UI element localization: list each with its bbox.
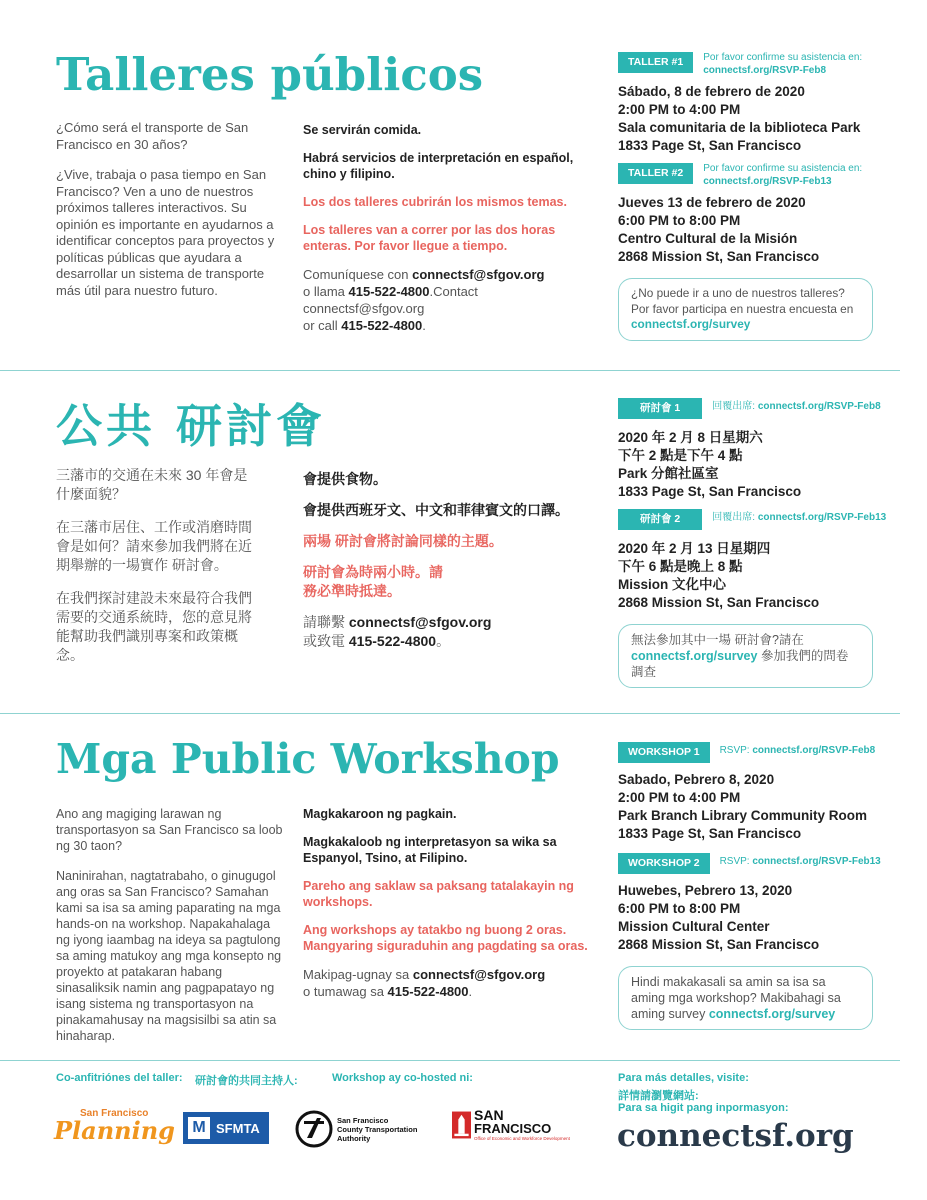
workshop-2-details: 2020 年 2 月 13 日星期四 下午 6 點是晚上 8 點 Mission 文化中心 2868 Mission St, San Francisco bbox=[618, 541, 820, 610]
intro-body: 在三藩市居住、工作或消磨時間會是如何？請來參加我們將在近期舉辦的一場實作 研討會。 bbox=[56, 519, 252, 573]
rsvp-link-feb13[interactable]: connectsf.org/RSVP-Feb13 bbox=[752, 856, 881, 867]
interpretation-note: 會提供西班牙文、中文和菲律賓文的口譯。 bbox=[303, 502, 569, 518]
intro-question: ¿Cómo será el transporte de San Francisco en 30 años? bbox=[56, 120, 249, 152]
details-filipino bbox=[303, 806, 593, 1012]
sfcta-emblem-icon bbox=[295, 1110, 333, 1148]
duration-note: Los talleres van a correr por las dos horas enteras. Por favor llegue a tiempo. bbox=[303, 223, 556, 253]
contact-info: 請聯繫 connectsf@sfgov.org 或致電 415-522-4800。 bbox=[303, 614, 492, 649]
intro-spanish bbox=[56, 120, 286, 313]
cohost-label-es: Co-anfitriónes del taller: bbox=[56, 1072, 183, 1084]
workshop-1-tag: TALLER #1 bbox=[618, 52, 693, 73]
same-topics-note: 兩場 研討會將討論同樣的主題。 bbox=[303, 533, 503, 549]
workshop-2-details: Huwebes, Pebrero 13, 2020 6:00 PM to 8:00 PM Mission Cultural Center 2868 Mission St, San Francisco bbox=[618, 883, 820, 952]
duration-note: Ang workshops ay tatakbo ng buong 2 oras. Mangyaring siguraduhin ang pagdating sa oras. bbox=[303, 923, 588, 953]
survey-link[interactable]: connectsf.org/survey bbox=[631, 649, 758, 663]
website-link[interactable]: connectsf.org bbox=[617, 1118, 854, 1154]
workshop-2-tag: TALLER #2 bbox=[618, 163, 693, 184]
workshop-1-details: 2020 年 2 月 8 日星期六 下午 2 點是下午 4 點 Park 分館社區室 1833 Page St, San Francisco bbox=[618, 430, 802, 499]
cohost-label-zh: 研討會的共同主持人: bbox=[195, 1075, 298, 1087]
intro-chinese bbox=[56, 466, 256, 679]
section-divider bbox=[0, 370, 900, 371]
events-spanish: TALLER #1 Por favor confirme su asistencia en: connectsf.org/RSVP-Feb8 Sábado, 8 de febrero de 2020 2:00 PM to 4:00 PM Sala comunitaria de la biblioteca Park 1833 Page St, San Francisco TALLER #2 Por favor confirme su asistencia en: connectsf.org/RSVP-Feb13 Jueves 13 de febrero de 2020 6:00 PM to 8:00 PM Centro Cultural de la Misión 2868 Mission St, San Francisco ¿No puede ir a uno de nuestros talleres? Por favor participa en nuestra encuesta en connectsf.org/survey bbox=[618, 52, 908, 341]
survey-link[interactable]: connectsf.org/survey bbox=[631, 317, 751, 331]
interpretation-note: Habrá servicios de interpretación en español, chino y filipino. bbox=[303, 151, 574, 181]
sf-planning-logo: San Francisco Planning bbox=[54, 1108, 175, 1145]
rsvp-link-feb13[interactable]: connectsf.org/RSVP-Feb13 bbox=[757, 512, 887, 523]
rsvp-link-feb8[interactable]: connectsf.org/RSVP-Feb8 bbox=[752, 745, 876, 756]
contact-email[interactable]: connectsf@sfgov.org bbox=[348, 614, 492, 630]
sfmta-logo: M SFMTA bbox=[183, 1112, 269, 1144]
city-hall-icon bbox=[452, 1108, 471, 1142]
sfcta-logo: San Francisco County Transportation Authority bbox=[295, 1108, 435, 1150]
survey-box: ¿No puede ir a uno de nuestros talleres? Por favor participa en nuestra encuesta en connectsf.org/survey bbox=[618, 278, 873, 341]
workshop-1-details: Sabado, Pebrero 8, 2020 2:00 PM to 4:00 PM Park Branch Library Community Room 1833 Page St, San Francisco bbox=[618, 772, 868, 841]
intro-body-2: 在我們探討建設未來最符合我們需要的交通系統時，您的意見將能幫助我們識別專案和政策概念。 bbox=[56, 590, 252, 663]
workshop-2-tag: WORKSHOP 2 bbox=[618, 853, 710, 874]
intro-filipino bbox=[56, 806, 286, 1058]
more-info-es: Para más detalles, visite: bbox=[618, 1072, 749, 1084]
more-info-tl: Para sa higit pang inpormasyon: bbox=[618, 1102, 789, 1114]
intro-body: ¿Vive, trabaja o pasa tiempo en San Francisco? Ven a uno de nuestros próximos talleres interactivos. Su opinión es importante en ayudarnos a identificar conceptos para proyectos y políticas públicas que ayudara a desarrollar un sistema de transporte más útil para nuestro futuro. bbox=[56, 167, 275, 298]
details-spanish bbox=[303, 122, 593, 346]
workshop-1-tag: 研討會 1 bbox=[618, 398, 702, 419]
events-filipino: WORKSHOP 1 RSVP: connectsf.org/RSVP-Feb8 Sabado, Pebrero 8, 2020 2:00 PM to 4:00 PM Park Branch Library Community Room 1833 Page St, San Francisco WORKSHOP 2 RSVP: connectsf.org/RSVP-Feb13 Huwebes, Pebrero 13, 2020 6:00 PM to 8:00 PM Mission Cultural Center 2868 Mission St, San Francisco Hindi makakasali sa amin sa isa sa aming mga workshop? Makibahagi sa aming survey connectsf.org/survey bbox=[618, 742, 908, 1030]
workshop-2-tag: 研討會 2 bbox=[618, 509, 702, 530]
survey-link[interactable]: connectsf.org/survey bbox=[708, 1007, 836, 1021]
workshop-1-details: Sábado, 8 de febrero de 2020 2:00 PM to 4:00 PM Sala comunitaria de la biblioteca Park 1833 Page St, San Francisco bbox=[618, 84, 861, 153]
contact-info: Comuníquese con connectsf@sfgov.org o llama 415-522-4800.Contact connectsf@sfgov.org or call 415-522-4800. bbox=[303, 267, 545, 333]
contact-email[interactable]: connectsf@sfgov.org bbox=[412, 267, 545, 282]
contact-email[interactable]: connectsf@sfgov.org bbox=[412, 967, 546, 982]
section-divider bbox=[0, 1060, 900, 1061]
oewd-logo: SAN FRANCISCO Office of Economic and Workforce Development bbox=[452, 1108, 564, 1150]
events-chinese: 研討會 1 回覆出席: connectsf.org/RSVP-Feb8 2020 年 2 月 8 日星期六 下午 2 點是下午 4 點 Park 分館社區室 1833 Page St, San Francisco 研討會 2 回覆出席: connectsf.org/RSVP-Feb13 2020 年 2 月 13 日星期四 下午 6 點是晚上 8 點 Mission 文化中心 2868 Mission St, San Francisco 無法參加其中一場 研討會?請在 connectsf.org/survey 參加我們的問卷調查 bbox=[618, 398, 908, 688]
workshop-2-details: Jueves 13 de febrero de 2020 6:00 PM to 8:00 PM Centro Cultural de la Misión 2868 Mission St, San Francisco bbox=[618, 195, 820, 264]
contact-phone[interactable]: 415-522-4800 bbox=[387, 984, 469, 999]
survey-box: 無法參加其中一場 研討會?請在 connectsf.org/survey 參加我們的問卷調查 bbox=[618, 624, 873, 688]
intro-body: Naninirahan, nagtatrabaho, o ginugugol ang oras sa San Francisco? Samahan kami sa isa sa aming paparating na mga hands-on na workshop. Napakahalaga ng iyong iaambag na ideya sa pagtulong sa aming matukoy ang mga konsepto ng proyekto at patakaran habang sinasaliksik namin ang pagpapatayo ng isang sistema ng transportasyon na pinakamahusay na magsisilbi sa atin sa hinaharap. bbox=[56, 869, 282, 1043]
title-chinese: 公共 研討會 bbox=[56, 399, 327, 453]
sfmta-m-icon: M bbox=[188, 1117, 210, 1139]
contact-phone[interactable]: 415-522-4800 bbox=[348, 633, 437, 649]
food-note: Magkakaroon ng pagkain. bbox=[303, 807, 457, 821]
duration-note: 研討會為時兩小時。請務必準時抵達。 bbox=[303, 564, 443, 599]
title-filipino: Mga Public Workshop bbox=[56, 735, 560, 783]
food-note: 會提供食物。 bbox=[303, 471, 387, 487]
section-divider bbox=[0, 713, 900, 714]
contact-phone[interactable]: 415-522-4800 bbox=[348, 284, 430, 299]
workshop-1-tag: WORKSHOP 1 bbox=[618, 742, 710, 763]
cohost-label-tl: Workshop ay co-hosted ni: bbox=[332, 1072, 473, 1084]
food-note: Se servirán comida. bbox=[303, 123, 422, 137]
rsvp-link-feb8[interactable]: connectsf.org/RSVP-Feb8 bbox=[757, 401, 881, 412]
rsvp-link-feb13[interactable]: connectsf.org/RSVP-Feb13 bbox=[703, 175, 832, 187]
survey-box: Hindi makakasali sa amin sa isa sa aming mga workshop? Makibahagi sa aming survey connectsf.org/survey bbox=[618, 966, 873, 1030]
same-topics-note: Pareho ang saklaw sa paksang tatalakayin ng workshops. bbox=[303, 879, 574, 909]
same-topics-note: Los dos talleres cubrirán los mismos temas. bbox=[303, 195, 567, 209]
rsvp-link-feb8[interactable]: connectsf.org/RSVP-Feb8 bbox=[703, 64, 827, 76]
contact-info: Makipag-ugnay sa connectsf@sfgov.org o tumawag sa 415-522-4800. bbox=[303, 967, 546, 999]
title-spanish: Talleres públicos bbox=[56, 48, 484, 101]
intro-question: Ano ang magiging larawan ng transportasyon sa San Francisco sa loob ng 30 taon? bbox=[56, 807, 283, 853]
interpretation-note: Magkakaloob ng interpretasyon sa wika sa Espanyol, Tsino, at Filipino. bbox=[303, 835, 557, 865]
more-info-zh: 詳情請瀏覽網站: bbox=[618, 1090, 699, 1102]
details-chinese bbox=[303, 470, 573, 663]
intro-question: 三藩市的交通在未來 30 年會是什麼面貌？ bbox=[56, 467, 248, 502]
